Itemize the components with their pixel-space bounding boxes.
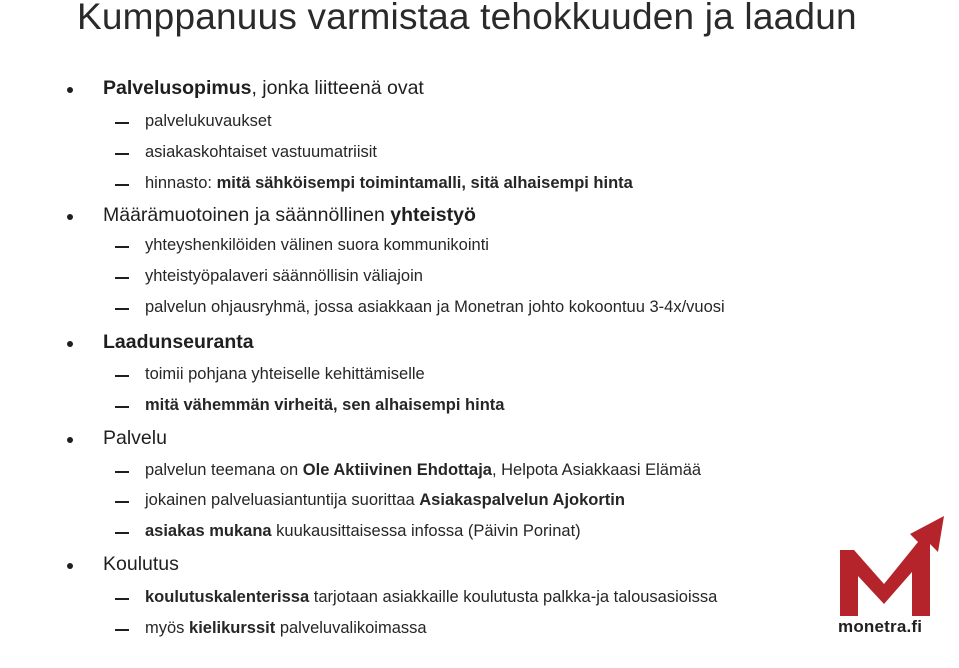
text-segment: kuukausittaisessa infossa (Päivin Porinat)	[271, 522, 581, 540]
text-segment: Määrämuotoinen ja säännöllinen	[103, 204, 391, 226]
dash-icon	[115, 375, 129, 377]
bullet-icon	[67, 341, 73, 347]
text-segment: myös	[145, 619, 190, 637]
dash-icon	[115, 406, 129, 408]
dash-icon	[115, 153, 129, 155]
bullet-item	[103, 206, 476, 226]
logo-text: monetra.fi	[838, 617, 923, 636]
text-segment: Palvelusopimus	[103, 77, 252, 99]
text-segment: kielikurssit	[189, 619, 276, 637]
bullet-item	[103, 555, 179, 575]
sub-bullet-item	[145, 492, 625, 509]
sub-bullet-item	[145, 523, 581, 540]
text-segment: palveluvalikoimassa	[275, 619, 427, 637]
text-segment: hinnasto:	[145, 174, 217, 192]
sub-bullet-item	[145, 397, 504, 414]
text-segment: , jonka liitteenä ovat	[251, 77, 424, 99]
text-segment: Laadunseuranta	[103, 331, 254, 353]
text-segment: asiakas mukana	[145, 522, 272, 540]
slide-title: Kumppanuus varmistaa tehokkuuden ja laadun	[77, 0, 857, 37]
text-segment: koulutuskalenterissa	[145, 588, 310, 606]
bullet-icon	[67, 563, 73, 569]
text-segment: palvelukuvaukset	[145, 112, 272, 130]
dash-icon	[115, 629, 129, 631]
sub-bullet-item	[145, 299, 725, 316]
text-segment: yhteistyöpalaveri säännöllisin väliajoin	[145, 267, 423, 285]
bullet-item	[103, 333, 254, 353]
sub-bullet-item	[145, 113, 272, 130]
logo-m-shape	[840, 516, 944, 616]
bullet-item	[103, 79, 424, 99]
sub-bullet-item	[145, 175, 633, 192]
dash-icon	[115, 598, 129, 600]
text-segment: Ole Aktiivinen Ehdottaja	[302, 461, 492, 479]
text-segment: jokainen palveluasiantuntija suorittaa	[145, 491, 420, 509]
bottom-bar	[0, 642, 959, 668]
bullet-icon	[67, 87, 73, 93]
text-segment: palvelun ohjausryhmä, jossa asiakkaan ja Monetran johto kokoontuu 3-4x/vuosi	[145, 298, 725, 316]
dash-icon	[115, 277, 129, 279]
text-segment: toimii pohjana yhteiselle kehittämiselle	[145, 365, 425, 383]
text-segment: yhteistyö	[390, 204, 476, 226]
text-segment: palvelun teemana on	[145, 461, 303, 479]
text-segment: , Helpota Asiakkaasi Elämää	[491, 461, 702, 479]
dash-icon	[115, 308, 129, 310]
text-segment: Asiakaspalvelun Ajokortin	[419, 491, 625, 509]
text-segment: asiakaskohtaiset vastuumatriisit	[145, 143, 378, 161]
dash-icon	[115, 501, 129, 503]
text-segment: mitä vähemmän virheitä, sen alhaisempi hinta	[145, 396, 505, 414]
bullet-icon	[67, 214, 73, 220]
text-segment: Palvelu	[103, 427, 167, 449]
sub-bullet-item	[145, 366, 425, 383]
sub-bullet-item	[145, 237, 489, 254]
sub-bullet-item	[145, 589, 717, 606]
sub-bullet-item	[145, 620, 427, 637]
text-segment: yhteyshenkilöiden välinen suora kommunikointi	[145, 236, 489, 254]
bullet-item	[103, 429, 167, 449]
text-segment: Koulutus	[103, 553, 179, 575]
dash-icon	[115, 122, 129, 124]
dash-icon	[115, 471, 129, 473]
sub-bullet-item	[145, 144, 377, 161]
text-segment: tarjotaan asiakkaille koulutusta palkka-ja talousasioissa	[309, 588, 718, 606]
dash-icon	[115, 246, 129, 248]
sub-bullet-item	[145, 462, 701, 479]
dash-icon	[115, 532, 129, 534]
sub-bullet-item	[145, 268, 423, 285]
bullet-icon	[67, 437, 73, 443]
dash-icon	[115, 184, 129, 186]
text-segment: mitä sähköisempi toimintamalli, sitä alhaisempi hinta	[216, 174, 633, 192]
